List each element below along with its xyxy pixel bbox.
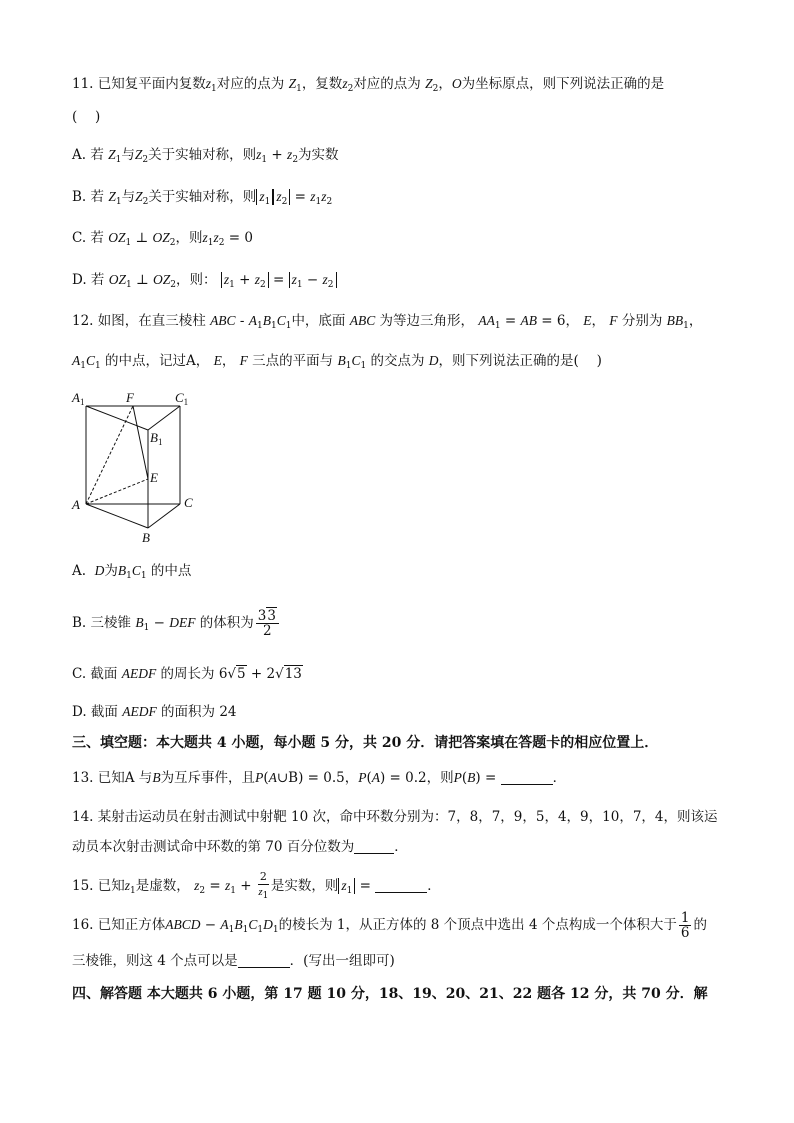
q12-stem-line2: $A_1C_1$ 的中点，记过A， E， F 三点的平面与 $B_1C_1$ 的交点为 D，则下列说法正确的是( ) — [72, 353, 602, 371]
q11-option-c: C. 若 $OZ_1$ ⊥ $OZ_2$，则$z_1z_2 = 0$ — [72, 230, 253, 248]
edge-a1b1 — [86, 406, 148, 430]
label-f: F — [126, 390, 134, 405]
q14-line2: 动员本次射击测试命中环数的第 70 百分位数为 ． — [72, 839, 408, 855]
segment-fe — [133, 406, 148, 479]
q11-paren: ( ) — [72, 109, 101, 125]
q11-option-d: D. 若 $OZ_1$ ⊥ $OZ_2$，则： $z_1 + z_2 = z_1 - z_2$ — [72, 271, 337, 294]
q12-option-b: B. 三棱锥 $B_1$ − DEF 的体积为 $\frac{33}{2}$ — [72, 606, 281, 645]
q14-line1: 14. 某射击运动员在射击测试中射靶 10 次，命中环数分别为：7，8，7，9，5，4，9，10，7，4，则该运 — [72, 809, 718, 825]
segment-af — [86, 406, 133, 504]
q11-option-b: B. 若 $Z_1$与$Z_2$关于实轴对称，则 $z_1$ $z_2 = z_1z_2$ — [72, 189, 333, 207]
label-b: B — [142, 530, 150, 545]
edge-ab — [86, 504, 148, 528]
label-c: C — [184, 495, 193, 510]
q12-option-d: D. 截面 AEDF 的面积为 24 — [72, 704, 237, 720]
label-a: A — [72, 497, 80, 512]
q15: 15. 已知$z_1$是虚数， $z_2 = z_1$ + $\frac{2}{z_1}$ 是实数，则 $z_1$ = ． — [72, 870, 441, 901]
q12-stem: 12. 如图，在直三棱柱 ABC - $A_1B_1C_1$中，底面 ABC 为等边三角形， $AA_1$ = AB = 6， E， F 分别为 $BB_1$， — [72, 313, 703, 331]
section4-heading: 四、解答题 本大题共 6 小题，第 17 题 10 分，18、19、20、21、22 题各 12 分，共 70 分．解 — [72, 986, 708, 1002]
edge-b1c1 — [148, 406, 180, 430]
prism-figure — [68, 388, 208, 548]
label-c1: $C_1$ — [175, 390, 189, 407]
q12-option-a: A. D为$B_1C_1$ 的中点 — [72, 563, 192, 581]
q11-stem: 11. 已知复平面内复数$z_1$对应的点为 $Z_1$，复数$z_2$对应的点为 $Z_2$，O为坐标原点，则下列说法正确的是 — [72, 76, 665, 94]
label-b1: $B_1$ — [150, 430, 163, 447]
q13: 13. 已知A 与B为互斥事件，且P(A∪B) = 0.5，P(A) = 0.2，则P(B) = ． — [72, 770, 567, 786]
segment-ae — [86, 479, 148, 504]
q11-option-a: A. 若 $Z_1$与$Z_2$关于实轴对称，则$z_1 + z_2$为实数 — [72, 147, 339, 165]
section3-heading: 三、填空题：本大题共 4 小题，每小题 5 分，共 20 分．请把答案填在答题卡的相应位置上． — [72, 735, 659, 751]
label-a1: $A_1$ — [72, 390, 85, 407]
label-e: E — [150, 470, 158, 485]
q16-line1: 16. 已知正方体ABCD − $A_1B_1C_1D_1$的棱长为 1，从正方体的 8 个顶点中选出 4 个点构成一个体积大于 $\frac{1}{6}$ 的 — [72, 910, 707, 941]
edge-bc — [148, 504, 180, 528]
q12-option-c: C. 截面 AEDF 的周长为 6√5 + 2√13 — [72, 666, 302, 682]
q16-line2: 三棱锥，则这 4 个点可以是 ．(写出一组即可) — [72, 953, 395, 969]
